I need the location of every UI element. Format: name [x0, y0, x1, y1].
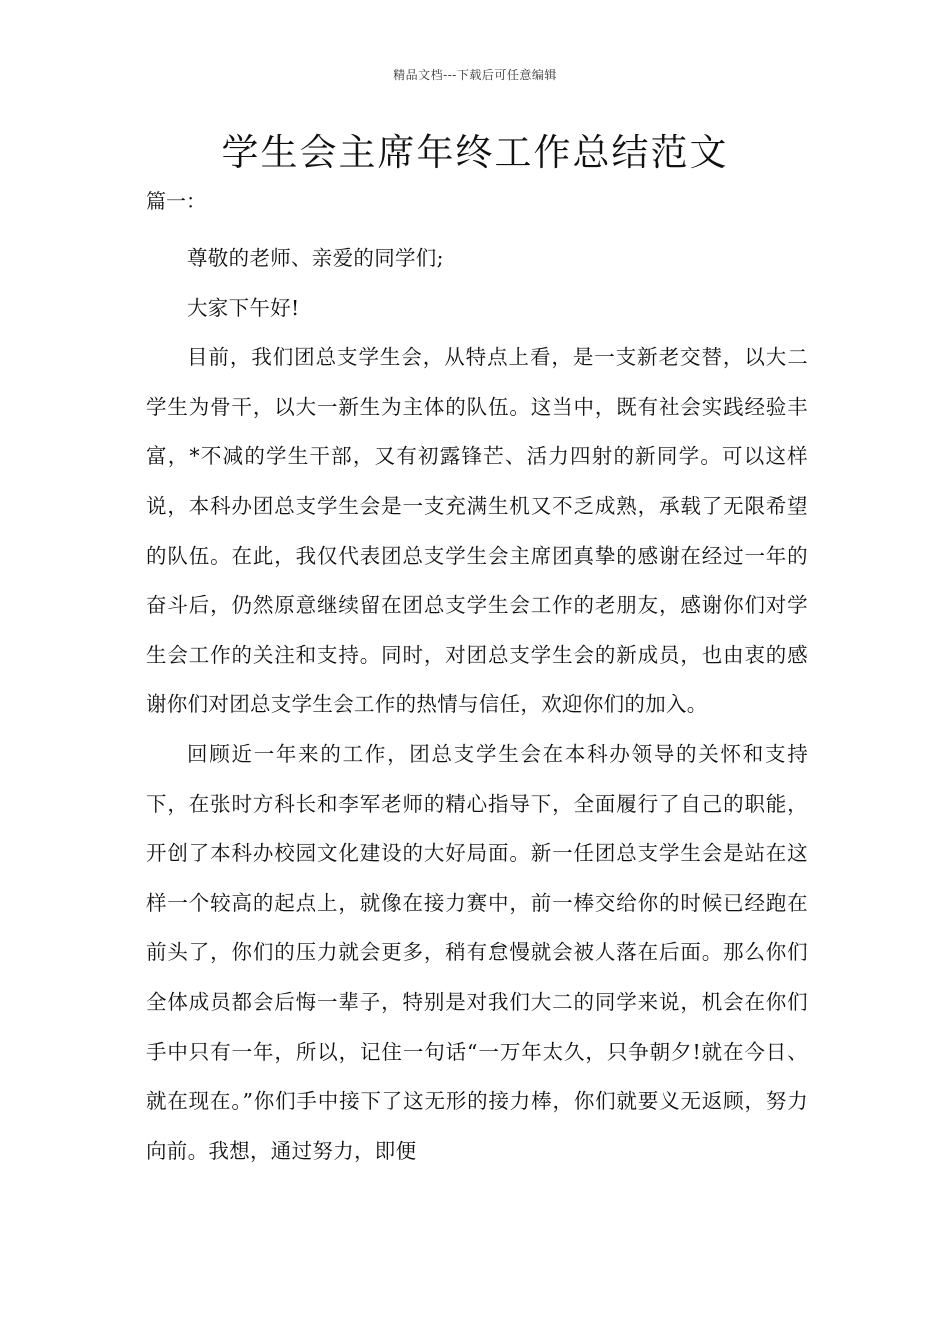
paragraph-team-intro: 目前，我们团总支学生会，从特点上看，是一支新老交替，以大二学生为骨干，以大一新生为主体的队伍。这当中，既有社会实践经验丰富，*不减的学生干部，又有初露锋芒、活力四射的新同学。可以这样说，本科办团总支学生会是一支充满生机又不乏成熟，承载了无限希望的队伍。在此，我仅代表团总支学生会主席团真挚的感谢在经过一年的奋斗后，仍然原意继续留在团总支学生会工作的老朋友，感谢你们对学生会工作的关注和支持。同时，对团总支学生会的新成员，也由衷的感谢你们对团总支学生会工作的热情与信任，欢迎你们的加入。 — [146, 345, 808, 717]
paragraph-salutation: 尊敬的老师、亲爱的同学们; — [187, 246, 444, 270]
section-label: 篇一： — [146, 189, 206, 213]
document-body — [146, 234, 808, 1176]
paragraph-review: 回顾近一年来的工作，团总支学生会在本科办领导的关怀和支持下，在张时方科长和李军老师的精心指导下，全面履行了自己的职能，开创了本科办校园文化建设的大好局面。新一任团总支学生会是站在这样一个较高的起点上，就像在接力赛中，前一棒交给你的时候已经跑在前头了，你们的压力就会更多，稍有怠慢就会被人落在后面。那么你们全体成员都会后悔一辈子，特别是对我们大二的同学来说，机会在你们手中只有一年，所以，记住一句话“一万年太久，只争朝夕!就在今日、就在现在。”你们手中接下了这无形的接力棒，你们就要义无返顾，努力向前。我想，通过努力，即便 — [146, 741, 808, 1163]
paragraph-greeting: 大家下午好! — [187, 295, 300, 320]
header-note: 精品文档---下载后可任意编辑 — [393, 68, 557, 82]
document-title: 学生会主席年终工作总结范文 — [221, 131, 729, 174]
